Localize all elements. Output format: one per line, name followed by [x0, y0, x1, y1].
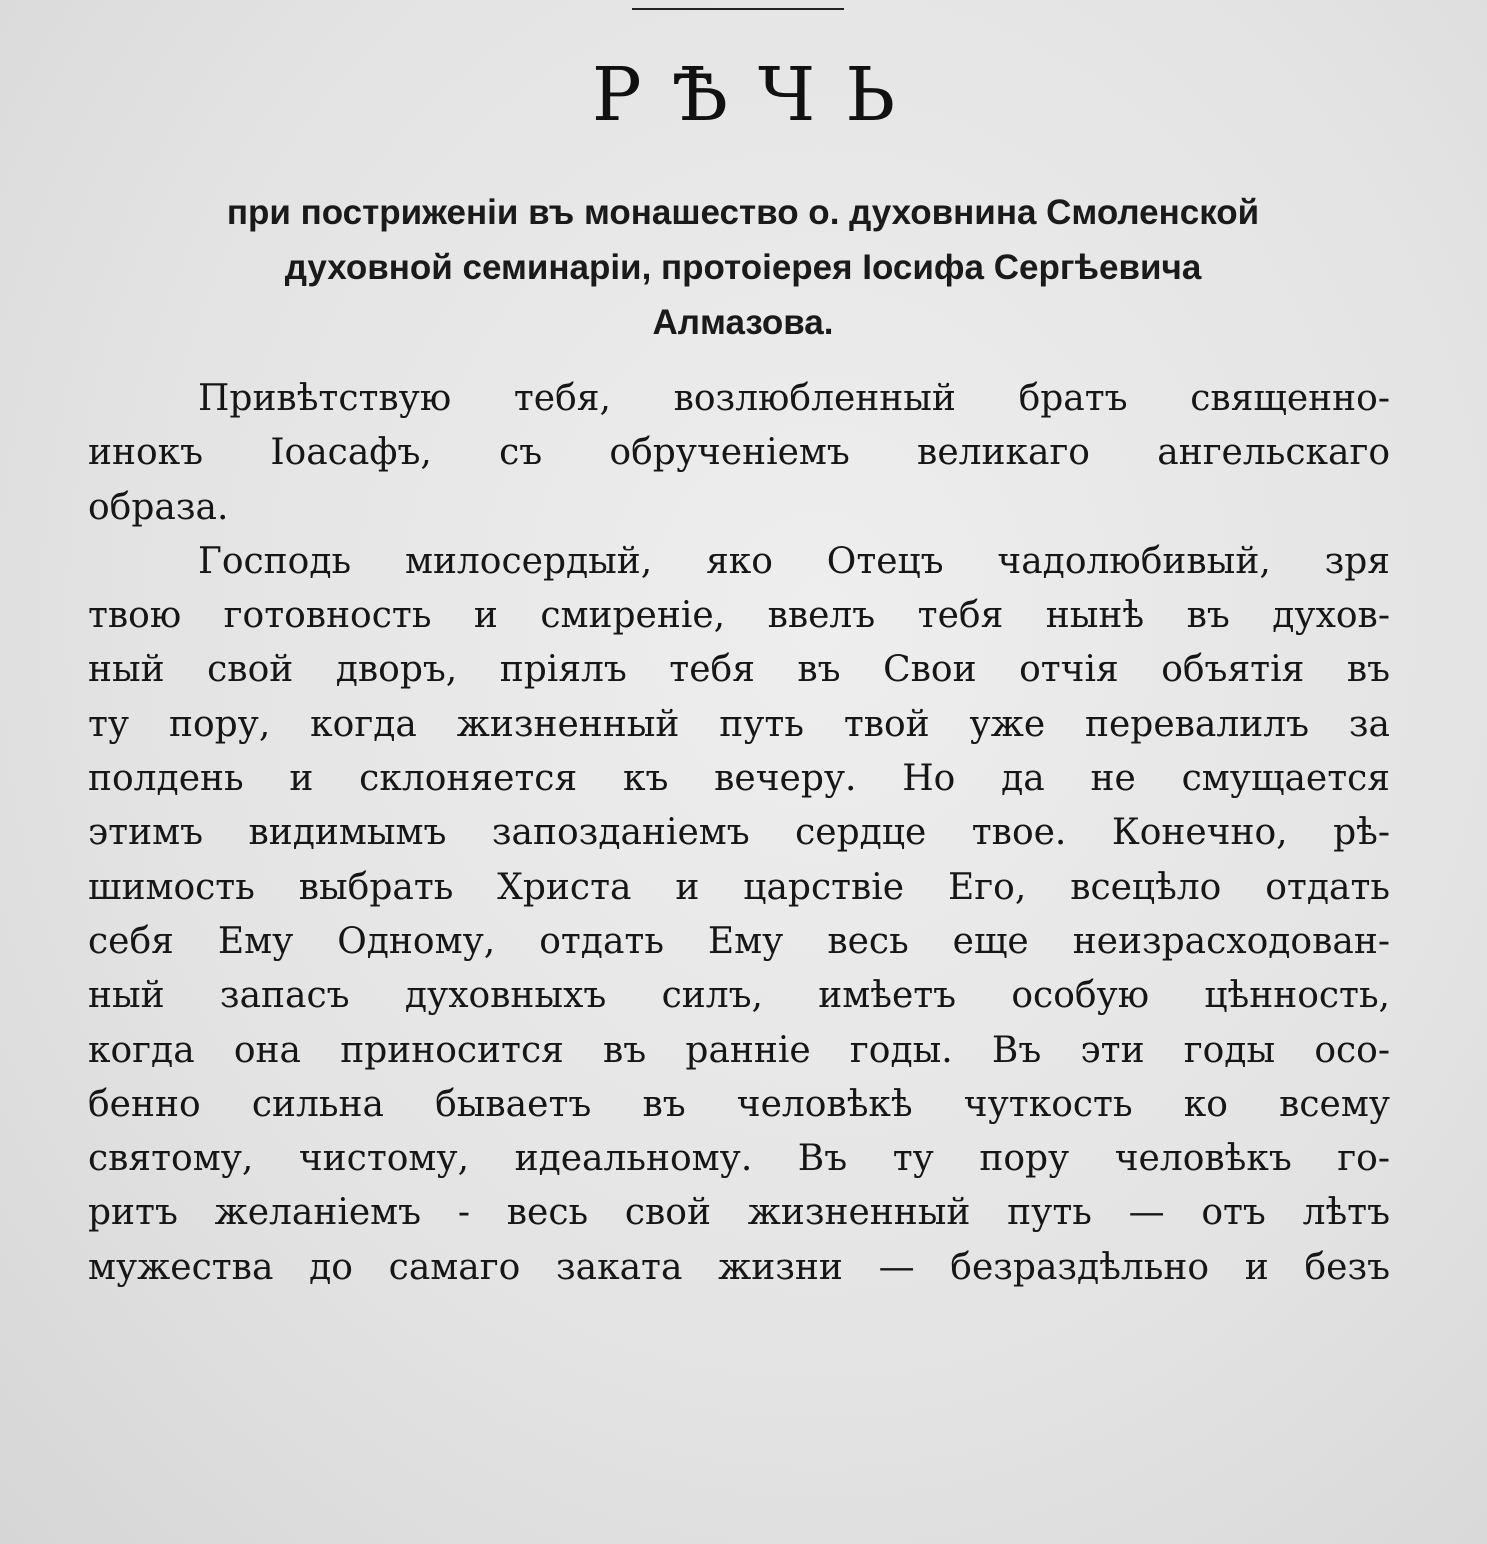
text-line: образа. [88, 486, 229, 528]
text-line: себя Ему Одному, отдать Ему весь еще неизрасходован- [88, 920, 1390, 962]
text-line: инокъ Іоасафъ, съ обрученіемъ великаго ангельскаго [88, 432, 1390, 474]
subtitle-line: при постриженіи въ монашество о. духовнина Смоленской [226, 193, 1260, 232]
page-title: РѢЧЬ [591, 52, 926, 138]
body-text [88, 372, 1390, 1295]
text-line: шимость выбрать Христа и царствіе Его, всецѣло отдать [88, 866, 1390, 908]
subtitle-line: Алмазова. [652, 303, 834, 342]
text-line: твою готовность и смиреніе, ввелъ тебя нынѣ въ духов- [88, 595, 1390, 637]
text-line: мужества до самаго заката жизни — безраздѣльно и безъ [88, 1246, 1390, 1288]
text-line: полдень и склоняется къ вечеру. Но да не смущается [88, 758, 1390, 800]
text-line: ный запасъ духовныхъ силъ, имѣетъ особую цѣнность, [88, 975, 1390, 1017]
text-line: Господь милосердый, яко Отецъ чадолюбивый, зря [198, 540, 1390, 582]
text-line: Привѣтствую тебя, возлюбленный братъ священно- [198, 378, 1390, 419]
text-line: бенно сильна бываетъ въ человѣкѣ чуткость ко всему [88, 1083, 1390, 1125]
top-rule-divider [632, 8, 844, 10]
text-line: этимъ видимымъ запозданіемъ сердце твое. Конечно, рѣ- [88, 812, 1390, 854]
text-line: ритъ желаніемъ - весь свой жизненный путь — отъ лѣтъ [88, 1192, 1390, 1234]
text-line: когда она приносится въ ранніе годы. Въ эти годы осо- [88, 1029, 1390, 1071]
text-line: ный свой дворъ, пріялъ тебя въ Свои отчія объятія въ [88, 649, 1390, 691]
subtitle [88, 185, 1398, 350]
text-line: ту пору, когда жизненный путь твой уже перевалилъ за [88, 703, 1390, 745]
subtitle-line: духовной семинаріи, протоіерея Іосифа Сергѣевича [284, 248, 1202, 287]
text-line: святому, чистому, идеальному. Въ ту пору человѣкъ го- [88, 1138, 1390, 1180]
